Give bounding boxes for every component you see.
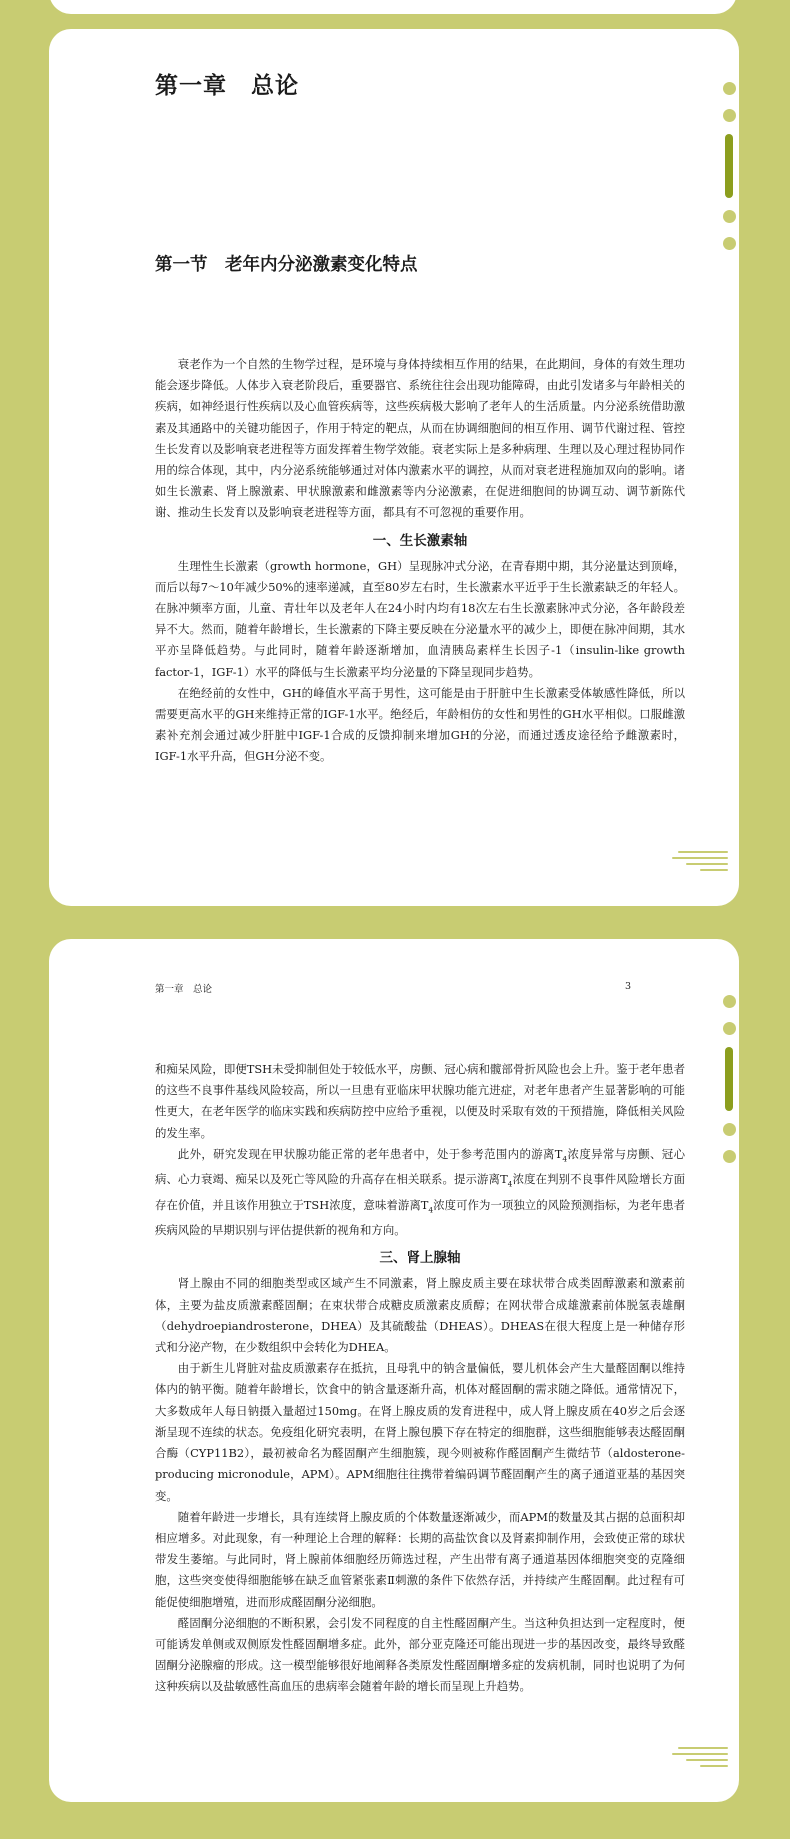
active-page-indicator: [725, 134, 733, 198]
chapter-title: 第一章 总论: [155, 72, 299, 99]
previous-page-edge: [49, 0, 737, 14]
nav-dot: [723, 1123, 736, 1136]
paragraph: 生理性生长激素（growth hormone，GH）呈现脉冲式分泌，在青春期中期，其分泌量达到顶峰，而后以每7～10年减少50%的速率递减，直至80岁左右时，生长激素水平近乎于生长激素缺乏的年轻人。在脉冲频率方面，儿童、青壮年以及老年人在24小时内均有18次左右生长激素脉冲式分泌，各年龄段差异不大。然而，随着年龄增长，生长激素的下降主要反映在分泌量水平的减少上，即便在脉冲间期，其水平亦呈降低趋势。与此同时，随着年龄逐渐增加，血清胰岛素样生长因子-1（insulin-like growth factor-1，IGF-1）水平的降低与生长激素平均分泌量的下降呈现同步趋势。: [155, 558, 685, 679]
section-title: 第一节 老年内分泌激素变化特点: [155, 255, 418, 275]
nav-dot: [723, 237, 736, 250]
page-card-1: [49, 29, 739, 906]
page-scroll-indicator: [722, 82, 736, 250]
page-1-body: [155, 354, 685, 768]
paragraph: 随着年龄进一步增长，具有连续肾上腺皮质的个体数量逐渐减少，而APM的数量及其占据的总面积却相应增多。对此现象，有一种理论上合理的解释：长期的高盐饮食以及肾素抑制作用，会致使正常的球状带发生萎缩。与此同时，肾上腺前体细胞经历筛选过程，产生出带有离子通道基因体细胞突变的克隆细胞，这些突变使得细胞能够在缺乏血管紧张素Ⅱ刺激的条件下依然存活，并持续产生醛固酮。此过程有可能促使细胞增殖，进而形成醛固酮分泌细胞。: [155, 1509, 685, 1609]
paragraph: 肾上腺由不同的细胞类型或区域产生不同激素，肾上腺皮质主要在球状带合成类固醇激素和激素前体，主要为盐皮质激素醛固酮；在束状带合成糖皮质激素皮质醇；在网状带合成雄激素前体脱氢表雄酮（dehydroepiandrosterone，DHEA）及其硫酸盐（DHEAS）。DHEAS在很大程度上是一种储存形式和分泌产物，在少数组织中会转化为DHEA。: [155, 1276, 685, 1355]
paragraph: 和痴呆风险，即便TSH未受抑制但处于较低水平，房颤、冠心病和髋部骨折风险也会上升。鉴于老年患者的这些不良事件基线风险较高，所以一旦患有亚临床甲状腺功能亢进症，对老年患者产生显著影响的可能性更大，在老年医学的临床实践和疾病防控中应给予重视，以便及时采取有效的干预措施，降低相关风险的发生率。: [155, 1062, 685, 1140]
active-page-indicator: [725, 1047, 733, 1111]
nav-dot: [723, 210, 736, 223]
paragraph: 醛固酮分泌细胞的不断积累，会引发不同程度的自主性醛固酮产生。当这种负担达到一定程度时，便可能诱发单侧或双侧原发性醛固酮增多症。此外，部分亚克隆还可能出现进一步的基因改变，最终导致醛固酮分泌腺瘤的形成。这一模型能够很好地阐释各类原发性醛固酮增多症的发病机制，同时也说明了为何这种疾病以及盐敏感性高血压的患病率会随着年龄的增长而呈现上升趋势。: [155, 1615, 685, 1694]
subheading-growth-hormone-axis: 一、生长激素轴: [372, 532, 468, 549]
page-number: 3: [625, 981, 632, 992]
running-header: 第一章 总论: [155, 984, 213, 995]
page-scroll-indicator: [722, 995, 736, 1163]
intro-paragraph: 衰老作为一个自然的生物学过程，是环境与身体持续相互作用的结果，在此期间，身体的有效生理功能会逐步降低。人体步入衰老阶段后，重要器官、系统往往会出现功能障碍，由此引发诸多与年龄相关的疾病，如神经退行性疾病以及心血管疾病等，这些疾病极大影响了老年人的生活质量。内分泌系统借助激素及其通路中的关键功能因子，作用于特定的靶点，从而在协调细胞间的相互作用、调节代谢过程、管控生长发育以及影响衰老进程等方面发挥着生物学效能。衰老实际上是多种病理、生理以及心理过程协同作用的综合体现，其中，内分泌系统能够通过对体内激素水平的调控，从而对衰老进程施加双向的影响。诸如生长激素、肾上腺激素、甲状腺激素和雌激素等内分泌激素，在促进细胞间的协调互动、调节新陈代谢、推动生长发育以及影响衰老进程等方面，都具有不可忽视的重要作用。: [155, 357, 685, 520]
nav-dot: [723, 82, 736, 95]
paragraph: 此外，研究发现在甲状腺功能正常的老年患者中，处于参考范围内的游离$T_4$浓度异常与房颤、冠心病、心力衰竭、痴呆以及死亡等风险的升高存在相关联系。提示游离$T_4$浓度在判别不良事件风险增长方面存在价值，并且该作用独立于TSH浓度，意味着游离$T_4$浓度可作为一项独立的风险预测指标，为老年患者疾病风险的早期识别与评估提供新的视角和方向。: [155, 1146, 685, 1238]
nav-dot: [723, 1022, 736, 1035]
paragraph: 由于新生儿肾脏对盐皮质激素存在抵抗，且母乳中的钠含量偏低，婴儿机体会产生大量醛固酮以维持体内的钠平衡。随着年龄增长，饮食中的钠含量逐渐升高，机体对醛固酮的需求随之降低。通常情况下，大多数成年人每日钠摄入量超过150mg。在肾上腺皮质的发育进程中，成人肾上腺皮质在40岁之后会逐渐呈现不连续的状态。免疫组化研究表明，在肾上腺包膜下存在特定的细胞群，这些细胞能够表达醛固酮合酶（CYP11B2），最初被命名为醛固酮产生细胞簇，现今则被称作醛固酮产生微结节（aldosterone-producing micronodule，APM）。APM细胞往往携带着编码调节醛固酮产生的离子通道亚基的基因突变。: [155, 1361, 685, 1503]
decorative-lines: [672, 1747, 728, 1771]
subheading-adrenal-axis: 三、肾上腺轴: [379, 1250, 461, 1267]
decorative-lines: [672, 851, 728, 875]
nav-dot: [723, 1150, 736, 1163]
nav-dot: [723, 109, 736, 122]
page-2-body: [155, 1059, 685, 1698]
paragraph: 在绝经前的女性中，GH的峰值水平高于男性，这可能是由于肝脏中生长激素受体敏感性降低，所以需要更高水平的GH来维持正常的IGF-1水平。绝经后，年龄相仿的女性和男性的GH水平相似。口服雌激素补充剂会通过减少肝脏中IGF-1合成的反馈抑制来增加GH的分泌，而通过透皮途径给予雌激素时，IGF-1水平升高，但GH分泌不变。: [155, 685, 685, 764]
nav-dot: [723, 995, 736, 1008]
page-card-2: [49, 939, 739, 1802]
